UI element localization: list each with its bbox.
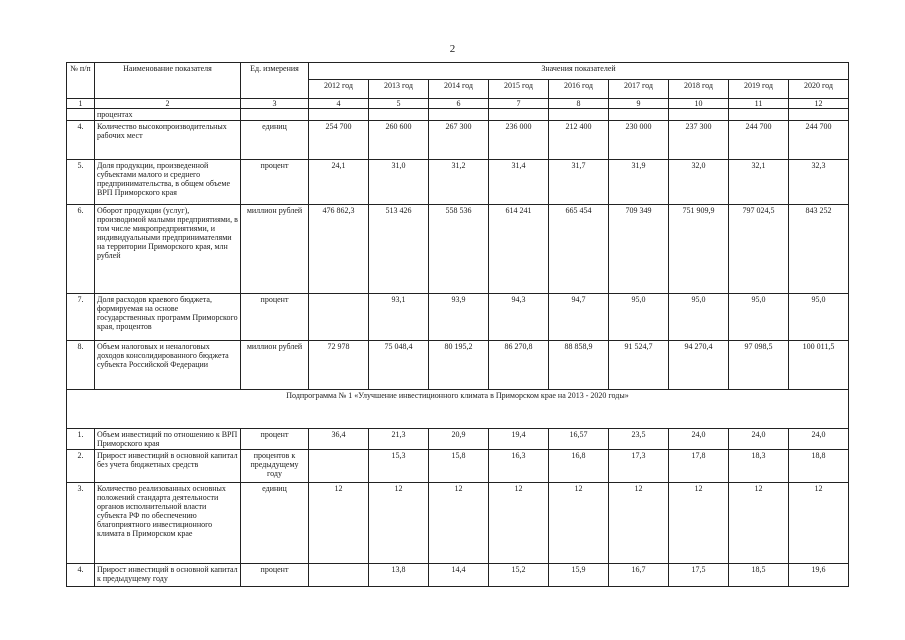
value-cell: 86 270,8 [489, 341, 549, 390]
header-unit: Ед. измерения [241, 63, 309, 99]
col-number: 10 [669, 99, 729, 109]
value-cell: 18,3 [729, 450, 789, 483]
value-cell: 80 195,2 [429, 341, 489, 390]
value-cell: 244 700 [789, 121, 849, 160]
header-values-title: Значения показателей [309, 63, 849, 80]
value-cell: 31,4 [489, 160, 549, 205]
unit: процент [241, 160, 309, 205]
table-row [67, 429, 849, 450]
value-cell: 12 [549, 483, 609, 564]
unit: единиц [241, 483, 309, 564]
value-cell: 15,3 [369, 450, 429, 483]
value-cell: 100 011,5 [789, 341, 849, 390]
unit: миллион рублей [241, 205, 309, 294]
continuation-text: процентах [95, 109, 241, 121]
value-cell: 614 241 [489, 205, 549, 294]
table-row [67, 294, 849, 341]
col-number: 11 [729, 99, 789, 109]
value-cell: 230 000 [609, 121, 669, 160]
column-number-row [67, 99, 849, 109]
value-cell: 91 524,7 [609, 341, 669, 390]
value-cell: 31,2 [429, 160, 489, 205]
subprogram-row [67, 390, 849, 429]
header-year: 2013 год [369, 80, 429, 99]
value-cell: 16,8 [549, 450, 609, 483]
row-number: 2. [67, 450, 95, 483]
value-cell: 95,0 [609, 294, 669, 341]
indicator-name: Количество высокопроизводительных рабочих мест [95, 121, 241, 160]
value-cell: 94,3 [489, 294, 549, 341]
indicator-name: Количество реализованных основных положений стандарта деятельности органов исполнительной власти субъекта РФ по обеспечению благоприятного инвестиционного климата в Приморском крае [95, 483, 241, 564]
header-year: 2017 год [609, 80, 669, 99]
value-cell: 12 [369, 483, 429, 564]
value-cell: 665 454 [549, 205, 609, 294]
value-cell: 13,8 [369, 564, 429, 587]
value-cell: 95,0 [669, 294, 729, 341]
row-number: 4. [67, 121, 95, 160]
col-number: 4 [309, 99, 369, 109]
value-cell: 72 978 [309, 341, 369, 390]
row-number: 3. [67, 483, 95, 564]
header-year: 2016 год [549, 80, 609, 99]
col-number: 2 [95, 99, 241, 109]
value-cell: 267 300 [429, 121, 489, 160]
value-cell: 93,9 [429, 294, 489, 341]
unit: процент [241, 294, 309, 341]
unit: процентов к предыдущему году [241, 450, 309, 483]
value-cell: 94 270,4 [669, 341, 729, 390]
col-number: 6 [429, 99, 489, 109]
page-number: 2 [449, 43, 456, 55]
table-row [67, 341, 849, 390]
value-cell: 12 [729, 483, 789, 564]
table-row [67, 483, 849, 564]
subprogram-title: Подпрограмма № 1 «Улучшение инвестиционного климата в Приморском крае на 2013 - 2020 годы» [67, 390, 849, 429]
value-cell: 15,2 [489, 564, 549, 587]
table-row [67, 121, 849, 160]
col-number: 7 [489, 99, 549, 109]
value-cell: 12 [609, 483, 669, 564]
table-row [67, 450, 849, 483]
value-cell: 14,4 [429, 564, 489, 587]
value-cell: 797 024,5 [729, 205, 789, 294]
value-cell: 23,5 [609, 429, 669, 450]
value-cell: 244 700 [729, 121, 789, 160]
value-cell: 12 [489, 483, 549, 564]
header-year: 2012 год [309, 80, 369, 99]
col-number: 9 [609, 99, 669, 109]
indicator-name: Прирост инвестиций в основной капитал без учета бюджетных средств [95, 450, 241, 483]
row-number: 7. [67, 294, 95, 341]
row-number: 1. [67, 429, 95, 450]
value-cell: 97 098,5 [729, 341, 789, 390]
unit: процент [241, 564, 309, 587]
value-cell: 32,1 [729, 160, 789, 205]
value-cell: 843 252 [789, 205, 849, 294]
value-cell: 16,7 [609, 564, 669, 587]
value-cell: 212 400 [549, 121, 609, 160]
value-cell: 17,8 [669, 450, 729, 483]
value-cell: 513 426 [369, 205, 429, 294]
col-number: 5 [369, 99, 429, 109]
value-cell: 16,3 [489, 450, 549, 483]
value-cell: 31,7 [549, 160, 609, 205]
col-number: 12 [789, 99, 849, 109]
indicator-name: Объем инвестиций по отношению к ВРП Приморского края [95, 429, 241, 450]
indicator-group-main [67, 121, 849, 390]
value-cell: 21,3 [369, 429, 429, 450]
header-year: 2018 год [669, 80, 729, 99]
value-cell: 15,9 [549, 564, 609, 587]
value-cell [309, 450, 369, 483]
header-name: Наименование показателя [95, 63, 241, 99]
continuation-row [67, 109, 849, 121]
value-cell [309, 294, 369, 341]
value-cell: 709 349 [609, 205, 669, 294]
indicator-name: Доля продукции, произведенной субъектами малого и среднего предпринимательства, в общем объеме ВРП Приморского края [95, 160, 241, 205]
value-cell: 32,0 [669, 160, 729, 205]
row-number: 4. [67, 564, 95, 587]
indicator-name: Оборот продукции (услуг), производимой малыми предприятиями, в том числе микропредприятиями, и индивидуальными предпринимателями на территории Приморского края, млн рублей [95, 205, 241, 294]
header-num: № п/п [67, 63, 95, 99]
value-cell: 16,57 [549, 429, 609, 450]
value-cell: 24,0 [789, 429, 849, 450]
value-cell: 260 600 [369, 121, 429, 160]
value-cell: 31,9 [609, 160, 669, 205]
col-number: 3 [241, 99, 309, 109]
value-cell: 558 536 [429, 205, 489, 294]
indicator-group-subprogram [67, 429, 849, 587]
value-cell: 24,1 [309, 160, 369, 205]
value-cell: 32,3 [789, 160, 849, 205]
value-cell: 36,4 [309, 429, 369, 450]
value-cell: 17,5 [669, 564, 729, 587]
value-cell: 88 858,9 [549, 341, 609, 390]
unit: процент [241, 429, 309, 450]
value-cell: 95,0 [789, 294, 849, 341]
value-cell: 24,0 [729, 429, 789, 450]
value-cell: 94,7 [549, 294, 609, 341]
value-cell: 15,8 [429, 450, 489, 483]
unit: миллион рублей [241, 341, 309, 390]
table-row [67, 160, 849, 205]
header-year: 2020 год [789, 80, 849, 99]
header-year: 2014 год [429, 80, 489, 99]
value-cell: 476 862,3 [309, 205, 369, 294]
indicator-name: Доля расходов краевого бюджета, формируемая на основе государственных программ Приморского края, процентов [95, 294, 241, 341]
value-cell: 12 [669, 483, 729, 564]
value-cell: 237 300 [669, 121, 729, 160]
value-cell: 19,6 [789, 564, 849, 587]
row-number: 5. [67, 160, 95, 205]
table-row [67, 564, 849, 587]
value-cell: 24,0 [669, 429, 729, 450]
value-cell: 18,8 [789, 450, 849, 483]
value-cell: 236 000 [489, 121, 549, 160]
indicator-name: Объем налоговых и неналоговых доходов консолидированного бюджета субъекта Российской Федерации [95, 341, 241, 390]
value-cell [309, 564, 369, 587]
table-row [67, 205, 849, 294]
header-year: 2015 год [489, 80, 549, 99]
header-year: 2019 год [729, 80, 789, 99]
value-cell: 20,9 [429, 429, 489, 450]
col-number: 1 [67, 99, 95, 109]
row-number: 6. [67, 205, 95, 294]
indicator-name: Прирост инвестиций в основной капитал к предыдущему году [95, 564, 241, 587]
value-cell: 12 [789, 483, 849, 564]
value-cell: 18,5 [729, 564, 789, 587]
indicators-table [66, 62, 849, 587]
value-cell: 12 [429, 483, 489, 564]
value-cell: 95,0 [729, 294, 789, 341]
col-number: 8 [549, 99, 609, 109]
value-cell: 31,0 [369, 160, 429, 205]
value-cell: 93,1 [369, 294, 429, 341]
unit: единиц [241, 121, 309, 160]
row-number: 8. [67, 341, 95, 390]
value-cell: 17,3 [609, 450, 669, 483]
value-cell: 12 [309, 483, 369, 564]
value-cell: 75 048,4 [369, 341, 429, 390]
value-cell: 254 700 [309, 121, 369, 160]
value-cell: 751 909,9 [669, 205, 729, 294]
value-cell: 19,4 [489, 429, 549, 450]
